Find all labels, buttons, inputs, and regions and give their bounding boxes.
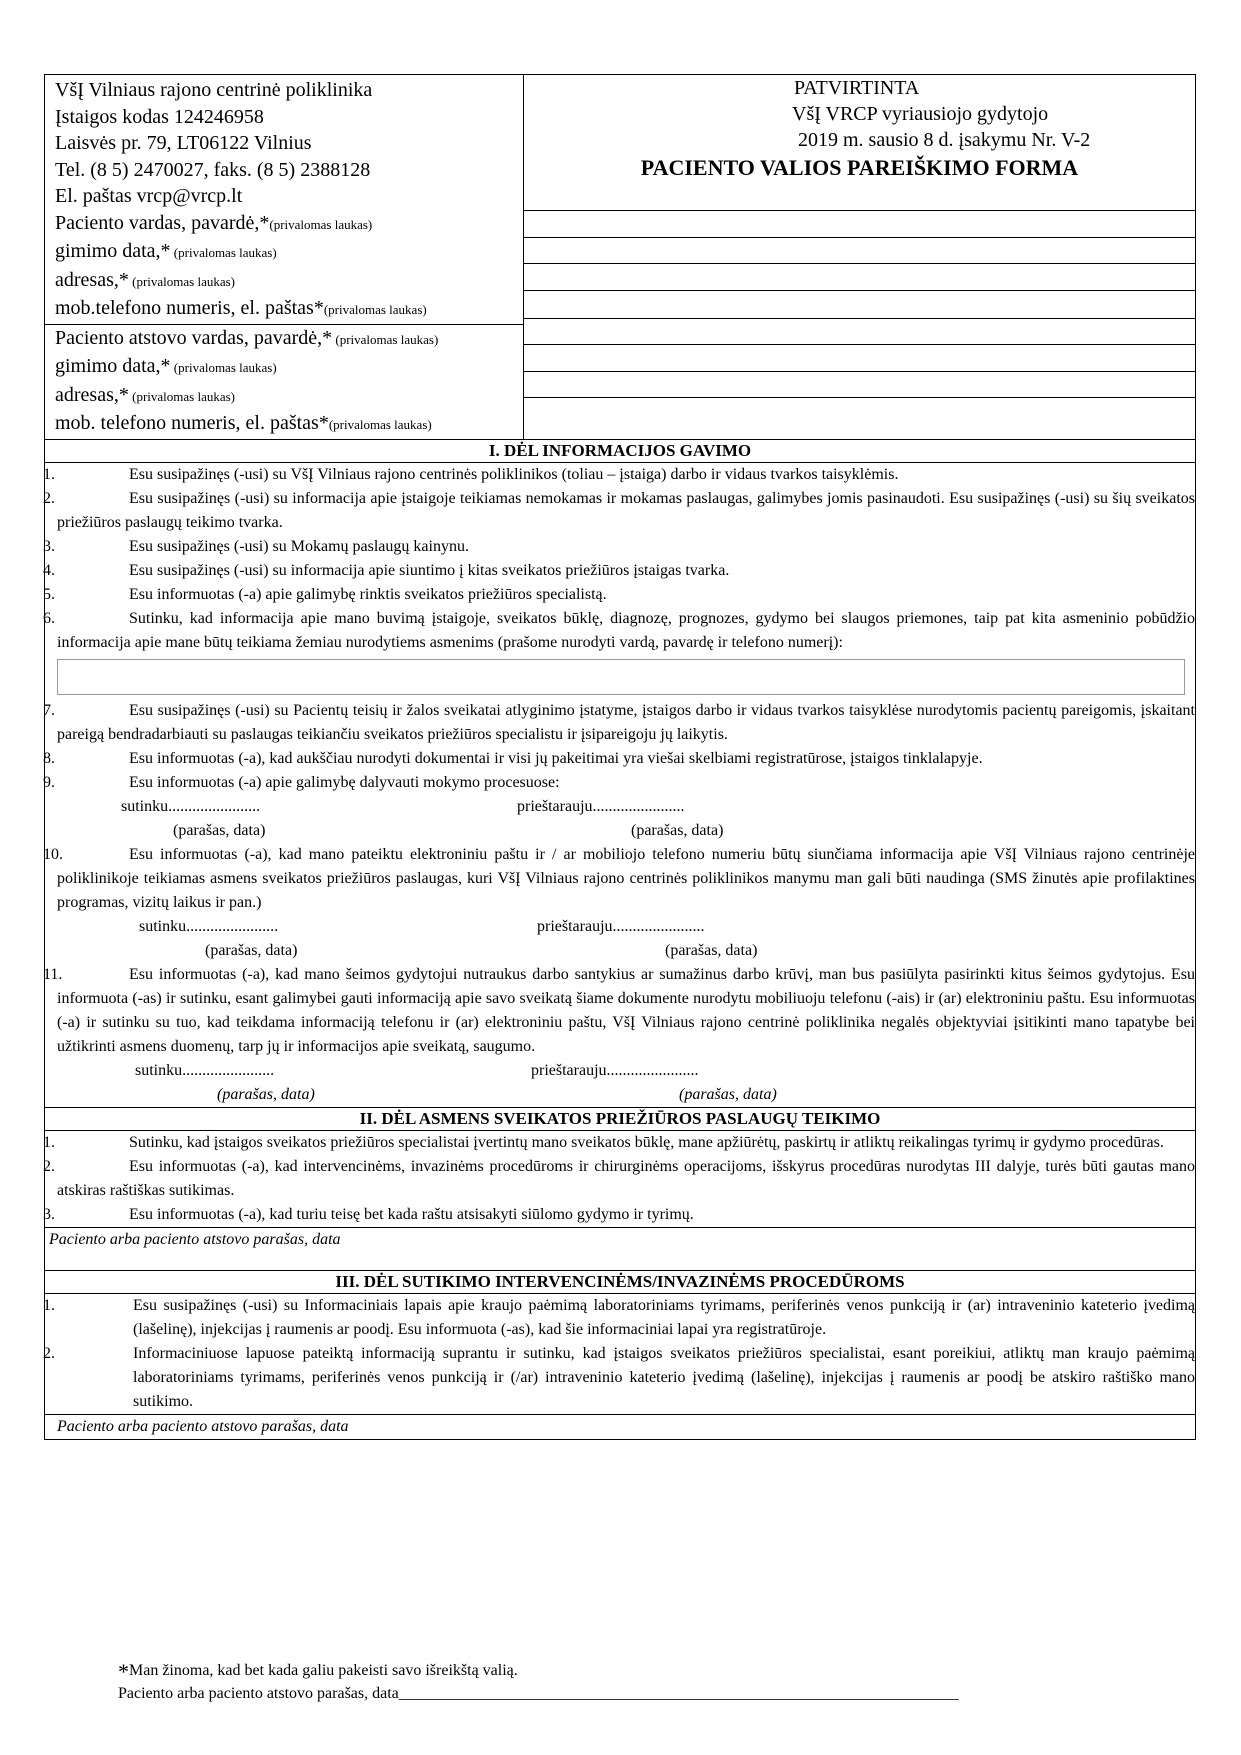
institution-code: Įstaigos kodas 124246958 xyxy=(55,105,264,128)
authorized-persons-field[interactable] xyxy=(57,659,1185,695)
sign-hint-disagree-10: (parašas, data) xyxy=(665,941,758,959)
patient-address-label: adresas,* (privalomas laukas) xyxy=(55,268,235,291)
agree-field-10[interactable]: sutinku....................... xyxy=(139,917,279,935)
institution-address: Laisvės pr. 79, LT06122 Vilnius xyxy=(55,132,312,154)
footer-signature-line: ______________________________________________________________________ xyxy=(398,1685,959,1702)
approval-line2: VšĮ VRCP vyriausiojo gydytojo xyxy=(792,103,1049,125)
section1-item-2: 2. Esu susipažinęs (-usi) su informacija apie įstaigoje teikiamas nemokamas ir mokamas paslaugas, galimybes jomis pasinaudoti. Esu susipažinęs (-usi) su šių sveikatos priežiūros paslaugų teikimo tvarka. xyxy=(43,489,1195,531)
patient-birth-field[interactable] xyxy=(524,238,1195,265)
section1-item-5: 5. Esu informuotas (-a) apie galimybę rinktis sveikatos priežiūros specialistą. xyxy=(43,585,607,603)
rep-address-label: adresas,* (privalomas laukas) xyxy=(55,383,235,406)
section1-body xyxy=(44,463,1196,1108)
patient-contact-label: mob.telefono numeris, el. paštas*(privalomas laukas) xyxy=(55,297,427,319)
sign-hint-agree-9: (parašas, data) xyxy=(173,821,266,839)
patient-name-label: Paciento vardas, pavardė,*(privalomas laukas) xyxy=(55,211,373,234)
patient-name-field[interactable] xyxy=(524,211,1195,238)
institution-block xyxy=(45,75,523,324)
footer xyxy=(118,1660,959,1705)
approval-block xyxy=(524,75,1195,211)
section1-item-3: 3. Esu susipažinęs (-usi) su Mokamų paslaugų kainynu. xyxy=(43,537,469,555)
institution-name: VšĮ Vilniaus rajono centrinė poliklinika xyxy=(55,79,373,101)
section2-body xyxy=(44,1131,1196,1228)
sign-hint-disagree-11: (parašas, data) xyxy=(679,1085,777,1103)
section1-item-1: 1. Esu susipažinęs (-usi) su VšĮ Vilniaus rajono centrinės poliklinikos (toliau – įstaiga) darbo ir vidaus tvarkos taisyklėmis. xyxy=(43,465,899,483)
institution-phone: Tel. (8 5) 2470027, faks. (8 5) 2388128 xyxy=(55,158,371,181)
sign-hint-agree-11: (parašas, data) xyxy=(217,1085,315,1103)
section1-item-10: 10. Esu informuotas (-a), kad mano pateiktu elektroniniu paštu ir / ar mobiliojo telefono numeriu būtų siunčiama informacija apie VšĮ Vilniaus rajono centrinėje poliklinikoje teikiamas asmens sveikatos priežiūros paslaugas, kuri VšĮ Vilniaus rajono centrinės poliklinikos manymu man gali būti naudinga (SMS žinutės apie profilaktines programas, vizitų laikus ir pan.) xyxy=(43,845,1195,911)
section1-title: I. DĖL INFORMACIJOS GAVIMO xyxy=(44,440,1196,463)
section2-item-3: 3. Esu informuotas (-a), kad turiu teisę bet kada raštu atsisakyti siūlomo gydymo ir tyrimų. xyxy=(43,1205,694,1223)
consent-form xyxy=(44,74,1196,1440)
patient-contact-field[interactable] xyxy=(524,291,1195,319)
section2-signature-field[interactable] xyxy=(44,1228,1196,1271)
section2-signature-label: Paciento arba paciento atstovo parašas, data xyxy=(49,1230,341,1248)
section3-title: III. DĖL SUTIKIMO INTERVENCINĖMS/INVAZINĖMS PROCEDŪROMS xyxy=(44,1271,1196,1294)
footer-note: *Man žinoma, kad bet kada galiu pakeisti savo išreikštą valią. xyxy=(118,1659,518,1684)
disagree-field-9[interactable]: prieštarauju....................... xyxy=(517,797,685,815)
approval-line1: PATVIRTINTA xyxy=(794,77,920,99)
rep-address-field[interactable] xyxy=(524,372,1195,399)
agree-field-9[interactable]: sutinku....................... xyxy=(121,797,261,815)
representative-block xyxy=(45,324,523,439)
rep-contact-field[interactable] xyxy=(524,398,1195,425)
section3-item-2: 2. Informaciniuose lapuose pateiktą informaciją suprantu ir sutinku, kad įstaigos sveikatos priežiūros specialistai, esant poreikiui, atliktų man kraujo paėmimą laboratoriniams tyrimams, periferinės venos punkciją ir (/ar) intraveninio kateterio įvedimą (lašelinę), injekcijas į raumenis ar poodį be atskiro raštiško mano sutikimo. xyxy=(43,1344,1195,1410)
rep-contact-label: mob. telefono numeris, el. paštas*(privalomas laukas) xyxy=(55,412,432,434)
approval-line3: 2019 m. sausio 8 d. įsakymu Nr. V-2 xyxy=(798,129,1091,151)
header-right xyxy=(524,75,1195,439)
consent-row-9 xyxy=(45,795,1195,843)
header-table xyxy=(44,74,1196,440)
section1-item-9: 9. Esu informuotas (-a) apie galimybę dalyvauti mokymo procesuose: xyxy=(43,773,560,791)
section1-item-11: 11. Esu informuotas (-a), kad mano šeimos gydytojui nutraukus darbo santykius ar sumažinus darbo krūvį, man bus pasiūlyta pasirinkti kitus šeimos gydytojus. Esu informuota (-as) ir sutinku, esant galimybei gauti informaciją apie savo sveikatą šiame dokumente nurodytu mobiliuoju telefonu (-ais) ir (ar) elektroniniu paštu. Esu informuotas (-a) ir sutinku su tuo, kad teikdama informaciją telefonu ir (ar) elektroniniu paštu, VšĮ Vilniaus rajono centrinė poliklinika negalės objektyviai įsitikinti mano tapatybe bei užtikrinti asmens duomenų, tarp jų ir informacijos apie sveikatą, saugumo. xyxy=(43,965,1195,1055)
consent-row-10 xyxy=(45,915,1195,963)
asterisk: * xyxy=(118,1659,129,1684)
section2-title: II. DĖL ASMENS SVEIKATOS PRIEŽIŪROS PASLAUGŲ TEIKIMO xyxy=(44,1108,1196,1131)
rep-birth-label: gimimo data,* (privalomas laukas) xyxy=(55,355,277,377)
patient-birth-label: gimimo data,* (privalomas laukas) xyxy=(55,240,277,262)
institution-email: El. paštas vrcp@vrcp.lt xyxy=(55,185,243,207)
section3-signature-label: Paciento arba paciento atstovo parašas, data xyxy=(57,1417,349,1435)
disagree-field-10[interactable]: prieštarauju....................... xyxy=(537,917,705,935)
patient-address-field[interactable] xyxy=(524,264,1195,291)
section3-signature-field[interactable] xyxy=(44,1414,1196,1440)
sign-hint-disagree-9: (parašas, data) xyxy=(631,821,724,839)
sign-hint-agree-10: (parašas, data) xyxy=(205,941,298,959)
consent-row-11 xyxy=(45,1059,1195,1107)
form-title: PACIENTO VALIOS PAREIŠKIMO FORMA xyxy=(640,155,1079,180)
section2-item-1: 1. Sutinku, kad įstaigos sveikatos priežiūros specialistai įvertintų mano sveikatos būklę, mane apžiūrėtų, paskirtų ir atliktų reikalingas tyrimų ir gydymo procedūras. xyxy=(43,1133,1164,1151)
section3-item-1: 1. Esu susipažinęs (-usi) su Informaciniais lapais apie kraujo paėmimą laboratoriniams tyrimams, periferinės venos punkciją ir (ar) intraveninio kateterio įvedimą (lašelinę), injekcijas į raumenis ar poodį. Esu informuota (-as), kad šie informaciniai lapai yra registratūroje. xyxy=(43,1296,1195,1338)
rep-name-field[interactable] xyxy=(524,319,1195,346)
section3-body xyxy=(44,1294,1196,1414)
disagree-field-11[interactable]: prieštarauju....................... xyxy=(531,1061,699,1079)
section1-item-6: 6. Sutinku, kad informacija apie mano buvimą įstaigoje, sveikatos būklę, diagnozę, prognozes, gydymo bei slaugos priemones, taip pat kita asmeninio pobūdžio informacija apie mane būtų teikiama žemiau nurodytiems asmenims (prašome nurodyti vardą, pavardę ir telefono numerį): xyxy=(43,609,1195,651)
section1-item-8: 8. Esu informuotas (-a), kad aukščiau nurodyti dokumentai ir visi jų pakeitimai yra viešai skelbiami registratūrose, įstaigos tinklalapyje. xyxy=(43,749,983,767)
section1-item-4: 4. Esu susipažinęs (-usi) su informacija apie siuntimo į kitas sveikatos priežiūros įstaigas tvarka. xyxy=(43,561,730,579)
rep-name-label: Paciento atstovo vardas, pavardė,* (privalomas laukas) xyxy=(55,326,439,349)
agree-field-11[interactable]: sutinku....................... xyxy=(135,1061,275,1079)
rep-birth-field[interactable] xyxy=(524,345,1195,372)
header-left xyxy=(45,75,524,439)
section1-item-7: 7. Esu susipažinęs (-usi) su Pacientų teisių ir žalos sveikatai atlyginimo įstatyme, įstaigos darbo ir vidaus tvarkos taisyklėse nurodytomis pacientų pareigomis, įskaitant pareigą bendradarbiauti su paslaugas teikiančiu sveikatos priežiūros specialistu ir įsipareigoju jų laikytis. xyxy=(43,701,1195,743)
section2-item-2: 2. Esu informuotas (-a), kad intervencinėms, invazinėms procedūroms ir chirurginėms operacijoms, išskyrus procedūras nurodytas III dalyje, turės būti gautas mano atskiras raštiškas sutikimas. xyxy=(43,1157,1195,1199)
footer-signature[interactable]: Paciento arba paciento atstovo parašas, data______________________________________________________________________ xyxy=(118,1685,959,1702)
